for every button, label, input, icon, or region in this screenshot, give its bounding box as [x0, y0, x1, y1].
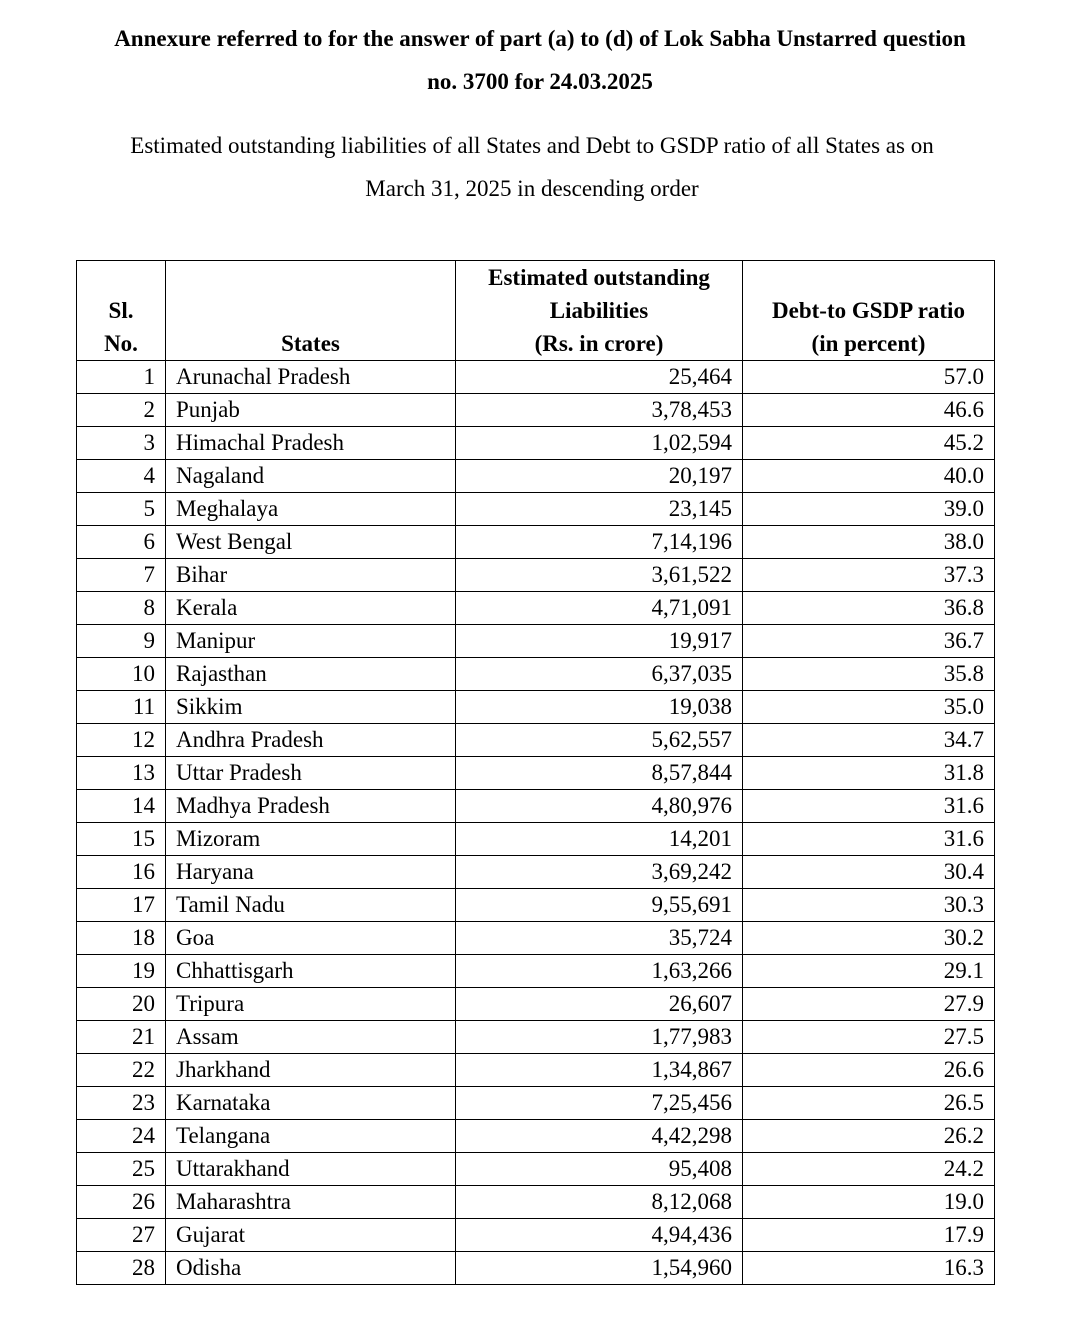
sl-no-cell: 18 [77, 922, 166, 955]
state-name-cell: Tamil Nadu [166, 889, 456, 922]
sl-no-cell: 7 [77, 559, 166, 592]
debt-gsdp-ratio-cell: 35.0 [743, 691, 995, 724]
table-row [77, 526, 995, 559]
debt-gsdp-ratio-cell: 19.0 [743, 1186, 995, 1219]
sl-no-cell: 3 [77, 427, 166, 460]
header-sl-no [77, 261, 166, 361]
state-name-cell: West Bengal [166, 526, 456, 559]
state-name-cell: Chhattisgarh [166, 955, 456, 988]
sl-no-cell: 25 [77, 1153, 166, 1186]
debt-gsdp-ratio-cell: 31.6 [743, 790, 995, 823]
header-liab-line3: (Rs. in crore) [534, 331, 664, 356]
debt-gsdp-ratio-cell: 45.2 [743, 427, 995, 460]
liabilities-cell: 3,69,242 [456, 856, 743, 889]
debt-gsdp-ratio-cell: 27.9 [743, 988, 995, 1021]
heading-line-2: no. 3700 for 24.03.2025 [427, 69, 653, 94]
liabilities-cell: 4,42,298 [456, 1120, 743, 1153]
debt-gsdp-ratio-cell: 31.8 [743, 757, 995, 790]
sl-no-cell: 20 [77, 988, 166, 1021]
sl-no-cell: 28 [77, 1252, 166, 1285]
header-liab-line2: Liabilities [549, 298, 649, 323]
state-name-cell: Bihar [166, 559, 456, 592]
table-row [77, 460, 995, 493]
state-name-cell: Arunachal Pradesh [166, 361, 456, 394]
sl-no-cell: 21 [77, 1021, 166, 1054]
sl-no-cell: 11 [77, 691, 166, 724]
state-name-cell: Maharashtra [166, 1186, 456, 1219]
state-name-cell: Andhra Pradesh [166, 724, 456, 757]
sl-no-cell: 6 [77, 526, 166, 559]
table-row [77, 361, 995, 394]
heading-line-1: Annexure referred to for the answer of part (a) to (d) of Lok Sabha Unstarred question [114, 26, 966, 51]
liabilities-cell: 19,917 [456, 625, 743, 658]
debt-gsdp-ratio-cell: 31.6 [743, 823, 995, 856]
liabilities-cell: 7,25,456 [456, 1087, 743, 1120]
sl-no-cell: 15 [77, 823, 166, 856]
state-name-cell: Kerala [166, 592, 456, 625]
liabilities-cell: 1,02,594 [456, 427, 743, 460]
debt-gsdp-ratio-cell: 26.5 [743, 1087, 995, 1120]
table-row [77, 394, 995, 427]
header-liabilities [456, 261, 743, 361]
state-name-cell: Mizoram [166, 823, 456, 856]
liabilities-cell: 8,57,844 [456, 757, 743, 790]
debt-gsdp-ratio-cell: 46.6 [743, 394, 995, 427]
state-name-cell: Goa [166, 922, 456, 955]
table-row [77, 1252, 995, 1285]
state-name-cell: Karnataka [166, 1087, 456, 1120]
liabilities-cell: 35,724 [456, 922, 743, 955]
sl-no-cell: 13 [77, 757, 166, 790]
sl-no-cell: 12 [77, 724, 166, 757]
table-row [77, 988, 995, 1021]
table-row [77, 856, 995, 889]
state-name-cell: Assam [166, 1021, 456, 1054]
table-row [77, 1087, 995, 1120]
state-name-cell: Jharkhand [166, 1054, 456, 1087]
table-row [77, 922, 995, 955]
sl-no-cell: 4 [77, 460, 166, 493]
liabilities-cell: 4,80,976 [456, 790, 743, 823]
liabilities-cell: 1,63,266 [456, 955, 743, 988]
table-row [77, 1219, 995, 1252]
liabilities-cell: 25,464 [456, 361, 743, 394]
state-name-cell: Nagaland [166, 460, 456, 493]
state-name-cell: Haryana [166, 856, 456, 889]
debt-gsdp-ratio-cell: 35.8 [743, 658, 995, 691]
header-sl-line1: Sl. [108, 298, 134, 323]
header-debt-gsdp-ratio [743, 261, 995, 361]
sl-no-cell: 26 [77, 1186, 166, 1219]
debt-gsdp-ratio-cell: 30.3 [743, 889, 995, 922]
liabilities-cell: 3,78,453 [456, 394, 743, 427]
table-row [77, 1186, 995, 1219]
debt-gsdp-ratio-cell: 36.7 [743, 625, 995, 658]
sl-no-cell: 9 [77, 625, 166, 658]
liabilities-cell: 8,12,068 [456, 1186, 743, 1219]
table-row [77, 724, 995, 757]
debt-gsdp-ratio-cell: 26.2 [743, 1120, 995, 1153]
header-liab-line1: Estimated outstanding [488, 265, 710, 290]
state-name-cell: Himachal Pradesh [166, 427, 456, 460]
liabilities-cell: 6,37,035 [456, 658, 743, 691]
liabilities-cell: 4,94,436 [456, 1219, 743, 1252]
liabilities-cell: 1,54,960 [456, 1252, 743, 1285]
header-sl-line2: No. [104, 331, 138, 356]
liabilities-cell: 7,14,196 [456, 526, 743, 559]
debt-gsdp-ratio-cell: 30.4 [743, 856, 995, 889]
table-row [77, 658, 995, 691]
state-name-cell: Madhya Pradesh [166, 790, 456, 823]
sl-no-cell: 23 [77, 1087, 166, 1120]
debt-gsdp-ratio-cell: 39.0 [743, 493, 995, 526]
state-name-cell: Gujarat [166, 1219, 456, 1252]
table-row [77, 427, 995, 460]
debt-gsdp-ratio-cell: 27.5 [743, 1021, 995, 1054]
sl-no-cell: 16 [77, 856, 166, 889]
sl-no-cell: 27 [77, 1219, 166, 1252]
sl-no-cell: 22 [77, 1054, 166, 1087]
table-row [77, 493, 995, 526]
table-row [77, 592, 995, 625]
sl-no-cell: 10 [77, 658, 166, 691]
table-row [77, 1120, 995, 1153]
liabilities-cell: 95,408 [456, 1153, 743, 1186]
debt-gsdp-ratio-cell: 16.3 [743, 1252, 995, 1285]
table-row [77, 955, 995, 988]
table-body [77, 361, 995, 1285]
state-name-cell: Odisha [166, 1252, 456, 1285]
liabilities-cell: 1,77,983 [456, 1021, 743, 1054]
debt-gsdp-ratio-cell: 30.2 [743, 922, 995, 955]
state-name-cell: Manipur [166, 625, 456, 658]
state-name-cell: Punjab [166, 394, 456, 427]
sl-no-cell: 5 [77, 493, 166, 526]
debt-gsdp-ratio-cell: 34.7 [743, 724, 995, 757]
table-description [0, 124, 1064, 210]
liabilities-cell: 14,201 [456, 823, 743, 856]
sl-no-cell: 19 [77, 955, 166, 988]
sl-no-cell: 24 [77, 1120, 166, 1153]
sl-no-cell: 14 [77, 790, 166, 823]
header-states [166, 261, 456, 361]
liabilities-cell: 20,197 [456, 460, 743, 493]
sl-no-cell: 2 [77, 394, 166, 427]
subtitle-line-2: March 31, 2025 in descending order [365, 176, 699, 201]
table-row [77, 1021, 995, 1054]
header-ratio-line1: Debt-to GSDP ratio [772, 298, 965, 323]
debt-gsdp-ratio-cell: 24.2 [743, 1153, 995, 1186]
liabilities-cell: 5,62,557 [456, 724, 743, 757]
liabilities-cell: 19,038 [456, 691, 743, 724]
header-ratio-line2: (in percent) [811, 331, 926, 356]
subtitle-line-1: Estimated outstanding liabilities of all States and Debt to GSDP ratio of all States as on [130, 133, 934, 158]
header-states-label: States [281, 331, 340, 356]
liabilities-cell: 1,34,867 [456, 1054, 743, 1087]
state-name-cell: Meghalaya [166, 493, 456, 526]
table-row [77, 1153, 995, 1186]
debt-gsdp-ratio-cell: 38.0 [743, 526, 995, 559]
debt-gsdp-ratio-cell: 40.0 [743, 460, 995, 493]
state-name-cell: Telangana [166, 1120, 456, 1153]
table-row [77, 790, 995, 823]
table-row [77, 1054, 995, 1087]
state-name-cell: Rajasthan [166, 658, 456, 691]
state-name-cell: Uttar Pradesh [166, 757, 456, 790]
table-row [77, 889, 995, 922]
state-name-cell: Tripura [166, 988, 456, 1021]
debt-gsdp-ratio-cell: 37.3 [743, 559, 995, 592]
liabilities-cell: 3,61,522 [456, 559, 743, 592]
liabilities-cell: 23,145 [456, 493, 743, 526]
sl-no-cell: 17 [77, 889, 166, 922]
debt-gsdp-ratio-cell: 36.8 [743, 592, 995, 625]
liabilities-table [76, 260, 995, 1285]
table-row [77, 757, 995, 790]
debt-gsdp-ratio-cell: 17.9 [743, 1219, 995, 1252]
sl-no-cell: 1 [77, 361, 166, 394]
debt-gsdp-ratio-cell: 29.1 [743, 955, 995, 988]
state-name-cell: Sikkim [166, 691, 456, 724]
state-name-cell: Uttarakhand [166, 1153, 456, 1186]
table-row [77, 823, 995, 856]
sl-no-cell: 8 [77, 592, 166, 625]
table-row [77, 691, 995, 724]
table-row [77, 625, 995, 658]
table-header-row [77, 261, 995, 361]
debt-gsdp-ratio-cell: 26.6 [743, 1054, 995, 1087]
table-row [77, 559, 995, 592]
liabilities-cell: 9,55,691 [456, 889, 743, 922]
annexure-heading [0, 17, 1080, 103]
debt-gsdp-ratio-cell: 57.0 [743, 361, 995, 394]
liabilities-cell: 26,607 [456, 988, 743, 1021]
liabilities-cell: 4,71,091 [456, 592, 743, 625]
